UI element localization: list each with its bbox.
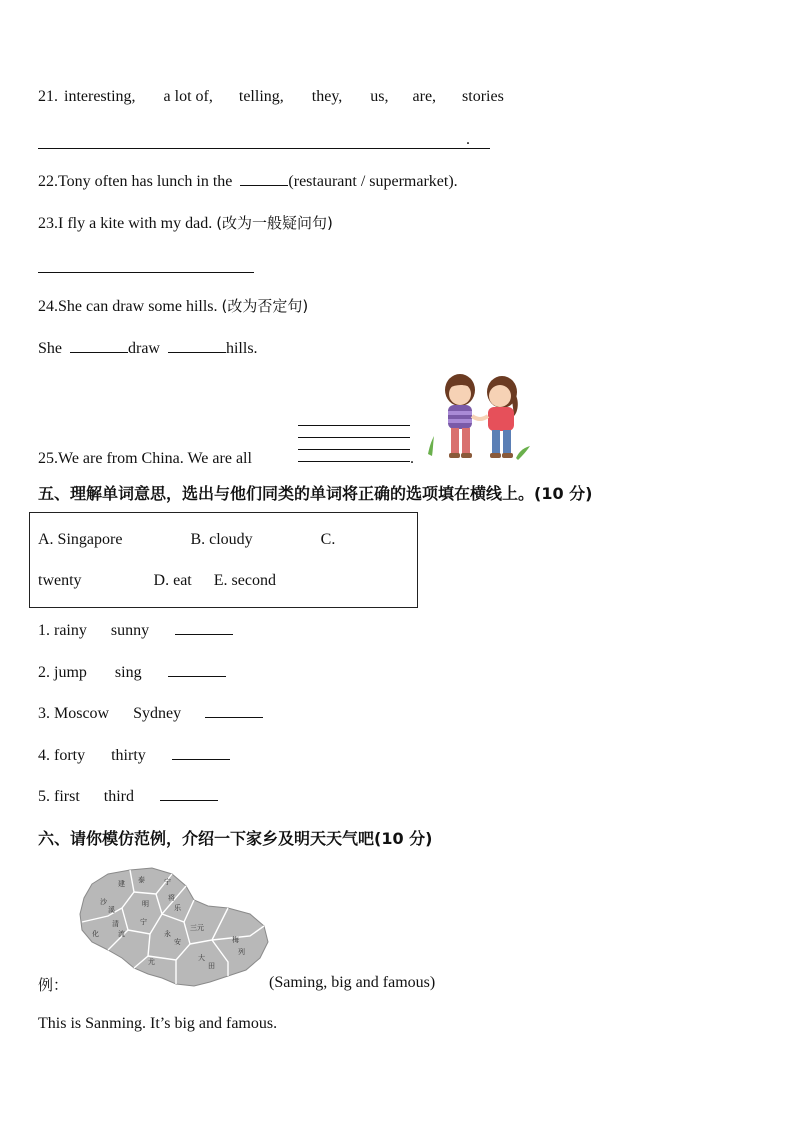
item-blank[interactable] xyxy=(175,620,233,635)
section-6-title: 六、请你模仿范例，介绍一下家乡及明天天气吧(10 分) xyxy=(38,829,433,848)
q23-instruction: (改为一般疑问句) xyxy=(216,214,333,232)
q25-text: 25.We are from China. We are all xyxy=(38,450,252,467)
map-label: 田 xyxy=(208,962,215,970)
question-25 xyxy=(38,450,252,468)
map-label: 流 xyxy=(118,930,125,938)
example-label: 例： xyxy=(38,976,69,994)
item-number: 3. xyxy=(38,705,50,722)
q21-word: a lot of, xyxy=(163,88,213,105)
item-word: third xyxy=(103,788,134,805)
q21-answer-line[interactable] xyxy=(38,148,490,149)
map-label: 大 xyxy=(198,954,205,962)
q25-blank-line[interactable] xyxy=(298,425,410,426)
q21-word: they, xyxy=(311,88,343,105)
q24-blank[interactable] xyxy=(70,338,128,353)
options-line-2 xyxy=(38,572,276,590)
option-e: E. second xyxy=(213,572,276,589)
section-5-title: 五、理解单词意思，选出与他们同类的单词将正确的选项填在横线上。(10 分) xyxy=(38,484,593,503)
q23-text: 23.I fly a kite with my dad. xyxy=(38,215,213,232)
item-word: Sydney xyxy=(133,705,182,722)
q21-word: interesting, xyxy=(64,88,136,105)
item-word: sing xyxy=(114,664,142,681)
q22-blank[interactable] xyxy=(240,171,288,186)
item-word: jump xyxy=(54,664,87,681)
example-hint: (Saming, big and famous) xyxy=(269,974,436,991)
map-label: 安 xyxy=(174,938,181,946)
map-label: 清 xyxy=(112,920,119,928)
options-line-1 xyxy=(38,531,335,549)
map-label: 宁 xyxy=(140,918,147,926)
item-word: forty xyxy=(54,747,86,764)
map-label: 尤 xyxy=(148,958,155,966)
map-label: 三元 xyxy=(190,924,204,932)
two-girls-illustration xyxy=(420,370,536,466)
sanming-map-illustration xyxy=(78,864,270,990)
item-number: 1. xyxy=(38,622,50,639)
item-word: first xyxy=(54,788,80,805)
q24-blank[interactable] xyxy=(168,338,226,353)
item-blank[interactable] xyxy=(172,745,230,760)
question-24 xyxy=(38,295,308,316)
map-label: 溪 xyxy=(108,906,115,914)
q24-part: draw xyxy=(128,340,160,357)
map-label: 明 xyxy=(142,900,149,908)
question-21 xyxy=(38,88,504,106)
example-sentence: This is Sanming. It’s big and famous. xyxy=(38,1015,278,1032)
item-word: thirty xyxy=(111,747,146,764)
map-label: 沙 xyxy=(100,898,107,906)
item-blank[interactable] xyxy=(168,662,226,677)
option-c-word: twenty xyxy=(38,572,82,589)
question-23 xyxy=(38,212,333,233)
option-d: D. eat xyxy=(153,572,192,589)
map-label: 梅 xyxy=(232,936,239,944)
q25-blank-line[interactable] xyxy=(298,449,410,450)
map-label: 永 xyxy=(164,930,171,938)
q24-part: She xyxy=(38,340,62,357)
options-box xyxy=(29,512,418,608)
q21-end-mark: . xyxy=(466,131,470,148)
list-item xyxy=(38,745,230,765)
q24-part: hills. xyxy=(225,340,258,357)
q22-options: (restaurant / supermarket). xyxy=(288,173,458,190)
q22-text: 22.Tony often has lunch in the xyxy=(38,173,233,190)
q21-word: telling, xyxy=(238,88,284,105)
q21-word: us, xyxy=(370,88,389,105)
list-item xyxy=(38,786,218,806)
map-label: 化 xyxy=(92,930,99,938)
item-word: Moscow xyxy=(54,705,110,722)
q21-word: stories xyxy=(462,88,504,105)
list-item xyxy=(38,703,263,723)
item-number: 2. xyxy=(38,664,50,681)
q24-answer xyxy=(38,338,258,358)
q25-blank-line[interactable] xyxy=(298,461,410,462)
map-label: 泰 xyxy=(138,876,145,884)
map-label: 乐 xyxy=(174,904,181,912)
map-label: 建 xyxy=(118,880,125,888)
item-number: 5. xyxy=(38,788,50,805)
q25-end-mark: . xyxy=(410,450,414,467)
q23-answer-line[interactable] xyxy=(38,272,254,273)
map-label: 列 xyxy=(238,948,245,956)
q25-blank-line[interactable] xyxy=(298,437,410,438)
q21-word: are, xyxy=(412,88,437,105)
q24-text: 24.She can draw some hills. xyxy=(38,298,218,315)
q21-number: 21. xyxy=(38,88,58,105)
q24-instruction: (改为否定句) xyxy=(221,297,309,315)
item-blank[interactable] xyxy=(160,786,218,801)
question-22 xyxy=(38,171,458,191)
option-c-label: C. xyxy=(320,531,336,548)
list-item xyxy=(38,620,233,640)
option-b: B. cloudy xyxy=(190,531,253,548)
item-blank[interactable] xyxy=(205,703,263,718)
item-word: sunny xyxy=(110,622,150,639)
item-number: 4. xyxy=(38,747,50,764)
list-item xyxy=(38,662,226,682)
map-label: 宁 xyxy=(164,878,171,886)
item-word: rainy xyxy=(54,622,87,639)
option-a: A. Singapore xyxy=(38,531,123,548)
map-label: 将 xyxy=(168,894,175,902)
